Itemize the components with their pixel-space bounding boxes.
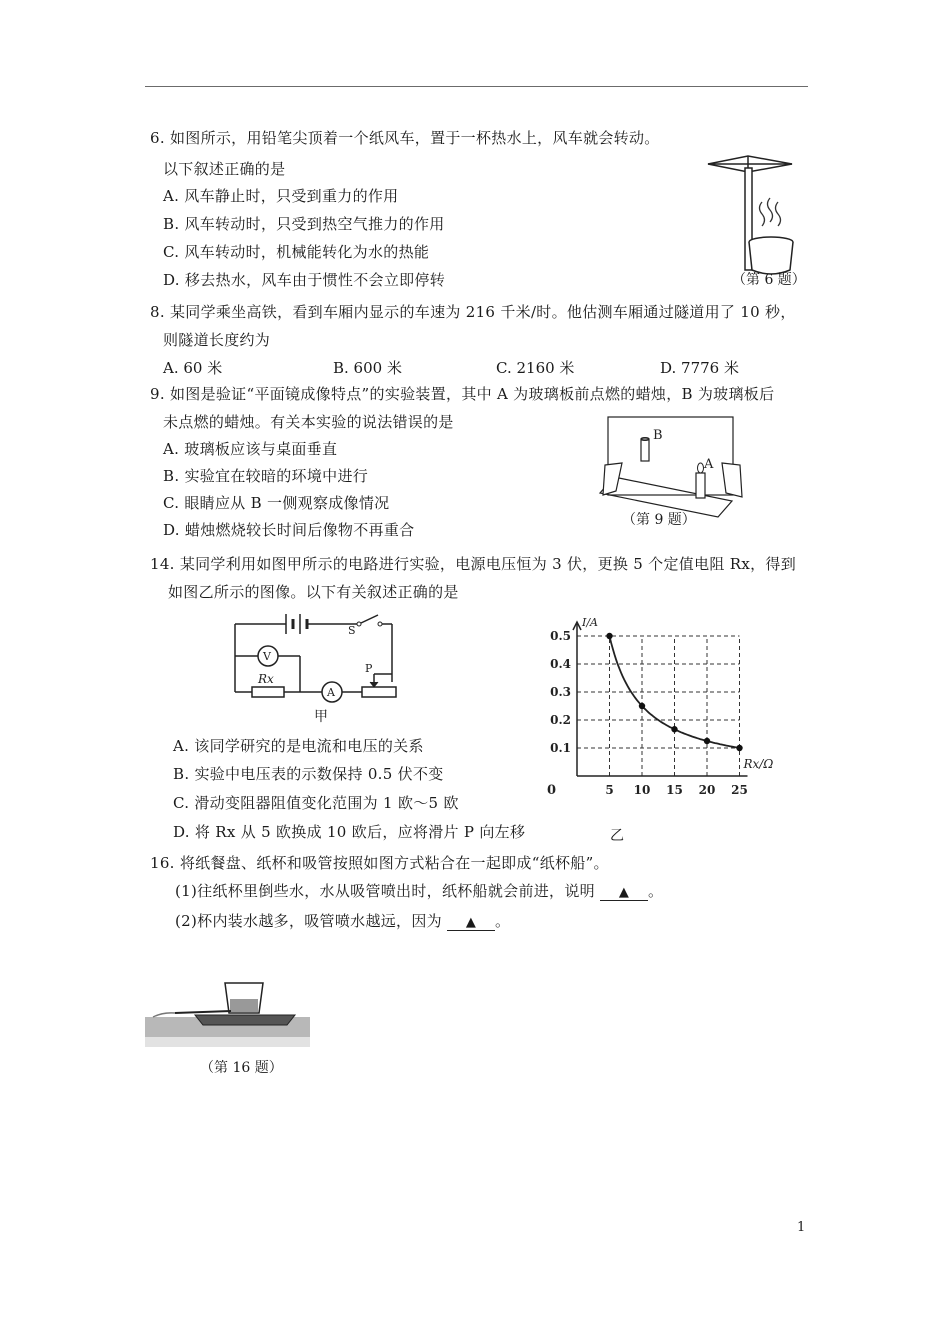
q14-stem: 14. 某同学利用如图甲所示的电路进行实验，电源电压恒为 3 伏，更换 5 个定值电阻 Rx，得到 bbox=[150, 555, 797, 573]
voltmeter-label: V bbox=[263, 650, 271, 663]
q14-stem-2: 如图乙所示的图像。以下有关叙述正确的是 bbox=[168, 583, 459, 601]
y-tick-0.2: 0.2 bbox=[550, 713, 571, 727]
q6-stem-2: 以下叙述正确的是 bbox=[163, 160, 286, 178]
answer-blank-1[interactable] bbox=[600, 886, 648, 901]
q6-stem: 6. 如图所示，用铅笔尖顶着一个纸风车，置于一杯热水上，风车就会转动。 bbox=[150, 129, 660, 147]
current-resistance-chart bbox=[525, 612, 774, 827]
slider-label: P bbox=[365, 662, 373, 675]
q6-caption: （第 6 题） bbox=[732, 272, 806, 288]
x-axis-label: Rx/Ω bbox=[743, 757, 774, 771]
q6-option-a: A. 风车静止时，只受到重力的作用 bbox=[163, 187, 399, 205]
pinwheel-figure bbox=[700, 150, 800, 280]
data-point-5 bbox=[606, 633, 612, 639]
circuit-caption: 甲 bbox=[314, 709, 328, 725]
q9-stem: 9. 如图是验证“平面镜成像特点”的实验装置，其中 A 为玻璃板前点燃的蜡烛，B 为玻璃板后 bbox=[150, 385, 775, 403]
x-tick-10: 10 bbox=[633, 783, 651, 797]
ammeter-label: A bbox=[327, 686, 335, 699]
answer-blank-2[interactable] bbox=[447, 916, 495, 931]
q9-option-b: B. 实验宜在较暗的环境中进行 bbox=[163, 467, 369, 485]
y-tick-0.3: 0.3 bbox=[550, 685, 571, 699]
blank-mark-2: ▲ bbox=[465, 915, 477, 930]
y-tick-0.4: 0.4 bbox=[550, 657, 571, 671]
y-tick-0.1: 0.1 bbox=[550, 741, 571, 755]
y-tick-0.5: 0.5 bbox=[550, 629, 571, 643]
x-tick-15: 15 bbox=[666, 783, 683, 797]
data-point-15 bbox=[671, 726, 677, 732]
rx-label: Rx bbox=[258, 672, 274, 686]
page-number: 1 bbox=[797, 1220, 806, 1235]
q16-end-mark-2: 。 bbox=[495, 912, 511, 930]
q16-caption: （第 16 题） bbox=[200, 1060, 283, 1076]
q6-option-c: C. 风车转动时，机械能转化为水的热能 bbox=[163, 243, 430, 261]
q16-part-2-text: (2)杯内装水越多，吸管喷水越远，因为 bbox=[175, 912, 442, 930]
x-tick-5: 5 bbox=[605, 783, 614, 797]
q9-option-d: D. 蜡烛燃烧较长时间后像物不再重合 bbox=[163, 521, 415, 539]
q8-stem: 8. 某同学乘坐高铁，看到车厢内显示的车速为 216 千米/时。他估测车厢通过隧道用了 10 秒， bbox=[150, 303, 796, 321]
header-rule bbox=[145, 86, 808, 87]
x-tick-25: 25 bbox=[731, 783, 748, 797]
candle-b-label: B bbox=[653, 428, 663, 443]
x-tick-20: 20 bbox=[698, 783, 716, 797]
chart-caption: 乙 bbox=[610, 828, 624, 844]
q14-option-d: D. 将 Rx 从 5 欧换成 10 欧后，应将滑片 P 向左移 bbox=[173, 823, 526, 841]
y-axis-label: I/A bbox=[582, 616, 598, 629]
data-point-10 bbox=[639, 703, 645, 709]
q8-option-d: D. 7776 米 bbox=[660, 359, 739, 377]
q16-part-1-text: (1)往纸杯里倒些水，水从吸管喷出时，纸杯船就会前进，说明 bbox=[175, 882, 595, 900]
q8-option-a: A. 60 米 bbox=[163, 359, 223, 377]
q14-option-a: A. 该同学研究的是电流和电压的关系 bbox=[173, 737, 424, 755]
q9-stem-2: 未点燃的蜡烛。有关本实验的说法错误的是 bbox=[163, 413, 454, 431]
q6-option-d: D. 移去热水，风车由于惯性不会立即停转 bbox=[163, 271, 446, 289]
candle-a-label: A bbox=[704, 457, 714, 472]
q9-caption: （第 9 题） bbox=[622, 512, 696, 528]
q9-option-a: A. 玻璃板应该与桌面垂直 bbox=[163, 440, 338, 458]
q16-stem: 16. 将纸餐盘、纸杯和吸管按照如图方式粘合在一起即成“纸杯船”。 bbox=[150, 854, 609, 872]
paper-cup-boat-figure bbox=[145, 975, 310, 1050]
data-point-20 bbox=[704, 738, 710, 744]
q8-option-b: B. 600 米 bbox=[333, 359, 402, 377]
data-point-25 bbox=[736, 745, 742, 751]
switch-label: S bbox=[348, 624, 356, 637]
q14-option-b: B. 实验中电压表的示数保持 0.5 伏不变 bbox=[173, 765, 444, 783]
q16-part-1 bbox=[175, 880, 663, 901]
q8-option-c: C. 2160 米 bbox=[496, 359, 575, 377]
q16-end-mark-1: 。 bbox=[648, 882, 664, 900]
q16-part-2 bbox=[175, 910, 510, 931]
q9-option-c: C. 眼睛应从 B 一侧观察成像情况 bbox=[163, 494, 390, 512]
q6-option-b: B. 风车转动时，只受到热空气推力的作用 bbox=[163, 215, 445, 233]
origin-label: 0 bbox=[547, 783, 557, 798]
q14-option-c: C. 滑动变阻器阻值变化范围为 1 欧～5 欧 bbox=[173, 794, 459, 812]
q8-stem-2: 则隧道长度约为 bbox=[163, 331, 271, 349]
blank-mark-1: ▲ bbox=[618, 885, 630, 900]
